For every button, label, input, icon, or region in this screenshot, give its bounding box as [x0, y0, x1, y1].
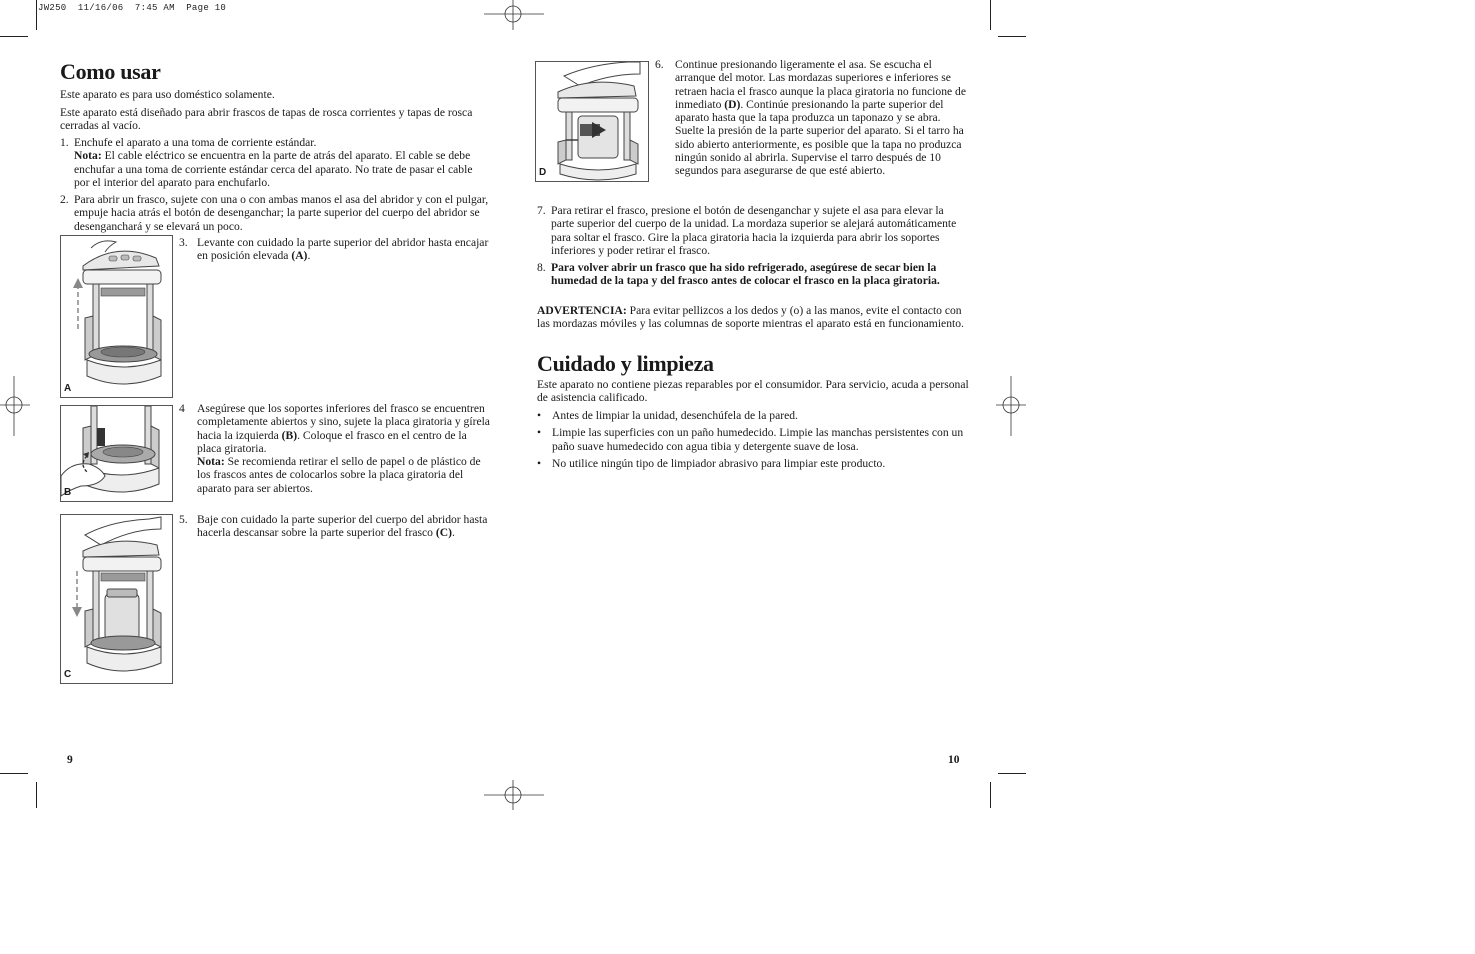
bullet-text: Limpie las superficies con un paño humedecido. Limpie las manchas persistentes con un paño suave humedecido con agua tibia y detergente suave de losa.	[552, 426, 964, 453]
crop-mark	[36, 782, 37, 808]
crop-mark	[36, 0, 37, 30]
bullet-symbol: •	[537, 426, 542, 440]
registration-mark-right	[996, 376, 1026, 436]
care-intro-paragraph: Este aparato no contiene piezas reparables por el consumidor. Para servicio, acuda a personal de asistencia calificado.	[537, 378, 969, 405]
step-text: Baje con cuidado la parte superior del cuerpo del abridor hasta hacerla descansar sobre la parte superior del frasco	[197, 513, 488, 540]
note-label: Nota:	[74, 149, 102, 163]
section-title-cuidado-limpieza: Cuidado y limpieza	[537, 351, 714, 376]
figure-label: C	[64, 669, 72, 680]
turntable-rotation-illustration	[61, 406, 172, 501]
step-number: 1.	[60, 136, 69, 149]
jar-opener-lowering-illustration	[61, 515, 172, 683]
figure-label: A	[64, 383, 72, 394]
step-number: 2.	[60, 193, 69, 207]
step-text: Levante con cuidado la parte superior del abridor hasta encajar en posición elevada	[197, 236, 489, 263]
registration-mark-left	[0, 376, 30, 436]
bullet-symbol: •	[537, 409, 542, 422]
crop-mark	[998, 773, 1026, 774]
care-bullet-item	[537, 409, 969, 422]
figure-label: D	[539, 167, 547, 178]
step-text-end: .	[451, 526, 455, 540]
crop-mark	[990, 0, 991, 30]
step-4	[179, 402, 491, 495]
step-text: Enchufe el aparato a una toma de corriente estándar.	[74, 136, 317, 149]
numbered-steps-1-2	[60, 136, 490, 233]
note-text: El cable eléctrico se encuentra en la parte de atrás del aparato. El cable se debe enchufar a una toma de corriente estándar cerca del aparato. No trate de pasar el cable por el interior del aparato para enchufarlo.	[74, 149, 473, 189]
figure-a	[60, 235, 173, 398]
step-number: 3.	[179, 236, 188, 249]
figure-reference: (C)	[435, 526, 452, 540]
step-text-end: .	[307, 249, 311, 263]
warning-label: ADVERTENCIA:	[537, 304, 627, 317]
step-6	[655, 58, 970, 178]
crop-mark	[0, 36, 28, 37]
step-number: 4	[179, 402, 185, 415]
figure-d	[535, 61, 649, 182]
step-text: Continue presionando ligeramente el asa. Se escucha el arranque del motor. Las mordazas superiores e inferiores se retraen hacia el frasco aunque la placa giratoria no funcione de inmediato	[675, 58, 966, 111]
step-text: Para abrir un frasco, sujete con una o con ambas manos el asa del abridor y con el pulgar, empuje hacia atrás el botón de desenganchar; la parte superior del cuerpo del abridor se desenganchará y se elevará un poco.	[74, 193, 489, 233]
step-3	[179, 236, 491, 263]
intro-paragraph-1: Este aparato es para uso doméstico solamente.	[60, 88, 275, 101]
note-text: Se recomienda retirar el sello de papel o de plástico de los frascos antes de colocarlos sobre la placa giratoria del aparato para ser abiertos.	[197, 455, 481, 495]
printer-slug: JW250 11/16/06 7:45 AM Page 10	[38, 3, 227, 13]
step-number: 6.	[655, 58, 664, 71]
step-number: 8.	[537, 261, 546, 275]
bullet-text: Antes de limpiar la unidad, desenchúfela de la pared.	[552, 409, 798, 422]
registration-mark-top	[484, 0, 544, 30]
figure-reference: (A)	[291, 249, 308, 263]
care-bullet-list	[537, 409, 969, 474]
intro-paragraph-2: Este aparato está diseñado para abrir frascos de tapas de rosca corrientes y tapas de rosca cerradas al vacío.	[60, 106, 473, 133]
page-number-left: 9	[67, 754, 73, 766]
step-7	[537, 204, 969, 257]
figure-reference: (D)	[724, 97, 741, 111]
numbered-steps-7-8	[537, 204, 969, 288]
step-text: Para volver abrir un frasco que ha sido refrigerado, asegúrese de secar bien la humedad de la tapa y del frasco antes de colocar el frasco en la placa giratoria.	[551, 261, 940, 288]
step-1	[60, 136, 490, 189]
crop-mark	[990, 782, 991, 808]
figure-c	[60, 514, 173, 684]
care-bullet-item	[537, 457, 969, 470]
step-number: 7.	[537, 204, 546, 217]
jar-opener-raised-illustration	[61, 236, 172, 397]
figure-reference: (B)	[281, 428, 298, 442]
step-text: Asegúrese que los soportes inferiores del frasco se encuentren completamente abiertos y sino, sujete la placa giratoria y gírela hacia la izquierda	[197, 402, 490, 442]
crop-mark	[0, 773, 28, 774]
step-2	[60, 193, 490, 233]
warning-paragraph	[537, 304, 969, 331]
bullet-text: No utilice ningún tipo de limpiador abrasivo para limpiar este producto.	[552, 456, 886, 470]
page-number-right: 10	[948, 754, 960, 766]
step-text-continued: . Coloque el frasco en el centro de la placa giratoria.	[197, 428, 467, 455]
step-number: 5.	[179, 513, 188, 526]
figure-label: B	[64, 487, 72, 498]
step-text-continued: . Continúe presionando la parte superior del aparato hasta que la tapa produzca un taponazo y se abra. Suelte la presión de la parte superior del aparato. Si el tarro ha sido abierto anteriormente, es posible que la tapa no produzca ningún sonido al abrirla. Supervise el tarro después de 10 segundos para asegurarse de que esté abierto.	[675, 97, 964, 178]
warning-text: Para evitar pellizcos a los dedos y (o) a las manos, evite el contacto con las mordazas móviles y las columnas de soporte mientras el aparato está en funcionamiento.	[537, 304, 964, 331]
step-text: Para retirar el frasco, presione el botón de desenganchar y sujete el asa para elevar la parte superior del cuerpo de la unidad. La mordaza superior se alejará automáticamente para soltar el frasco. Gire la placa giratoria hacia la izquierda para abrir los soportes inferiores y poder retirar el frasco.	[551, 204, 957, 257]
step-5	[179, 513, 491, 540]
crop-mark	[998, 36, 1026, 37]
registration-mark-bottom	[484, 780, 544, 810]
step-8	[537, 261, 969, 288]
figure-b	[60, 405, 173, 502]
care-bullet-item	[537, 426, 969, 453]
motor-engaged-illustration	[536, 62, 648, 181]
bullet-symbol: •	[537, 456, 542, 470]
section-title-como-usar: Como usar	[60, 59, 161, 84]
note-label: Nota:	[197, 455, 225, 469]
